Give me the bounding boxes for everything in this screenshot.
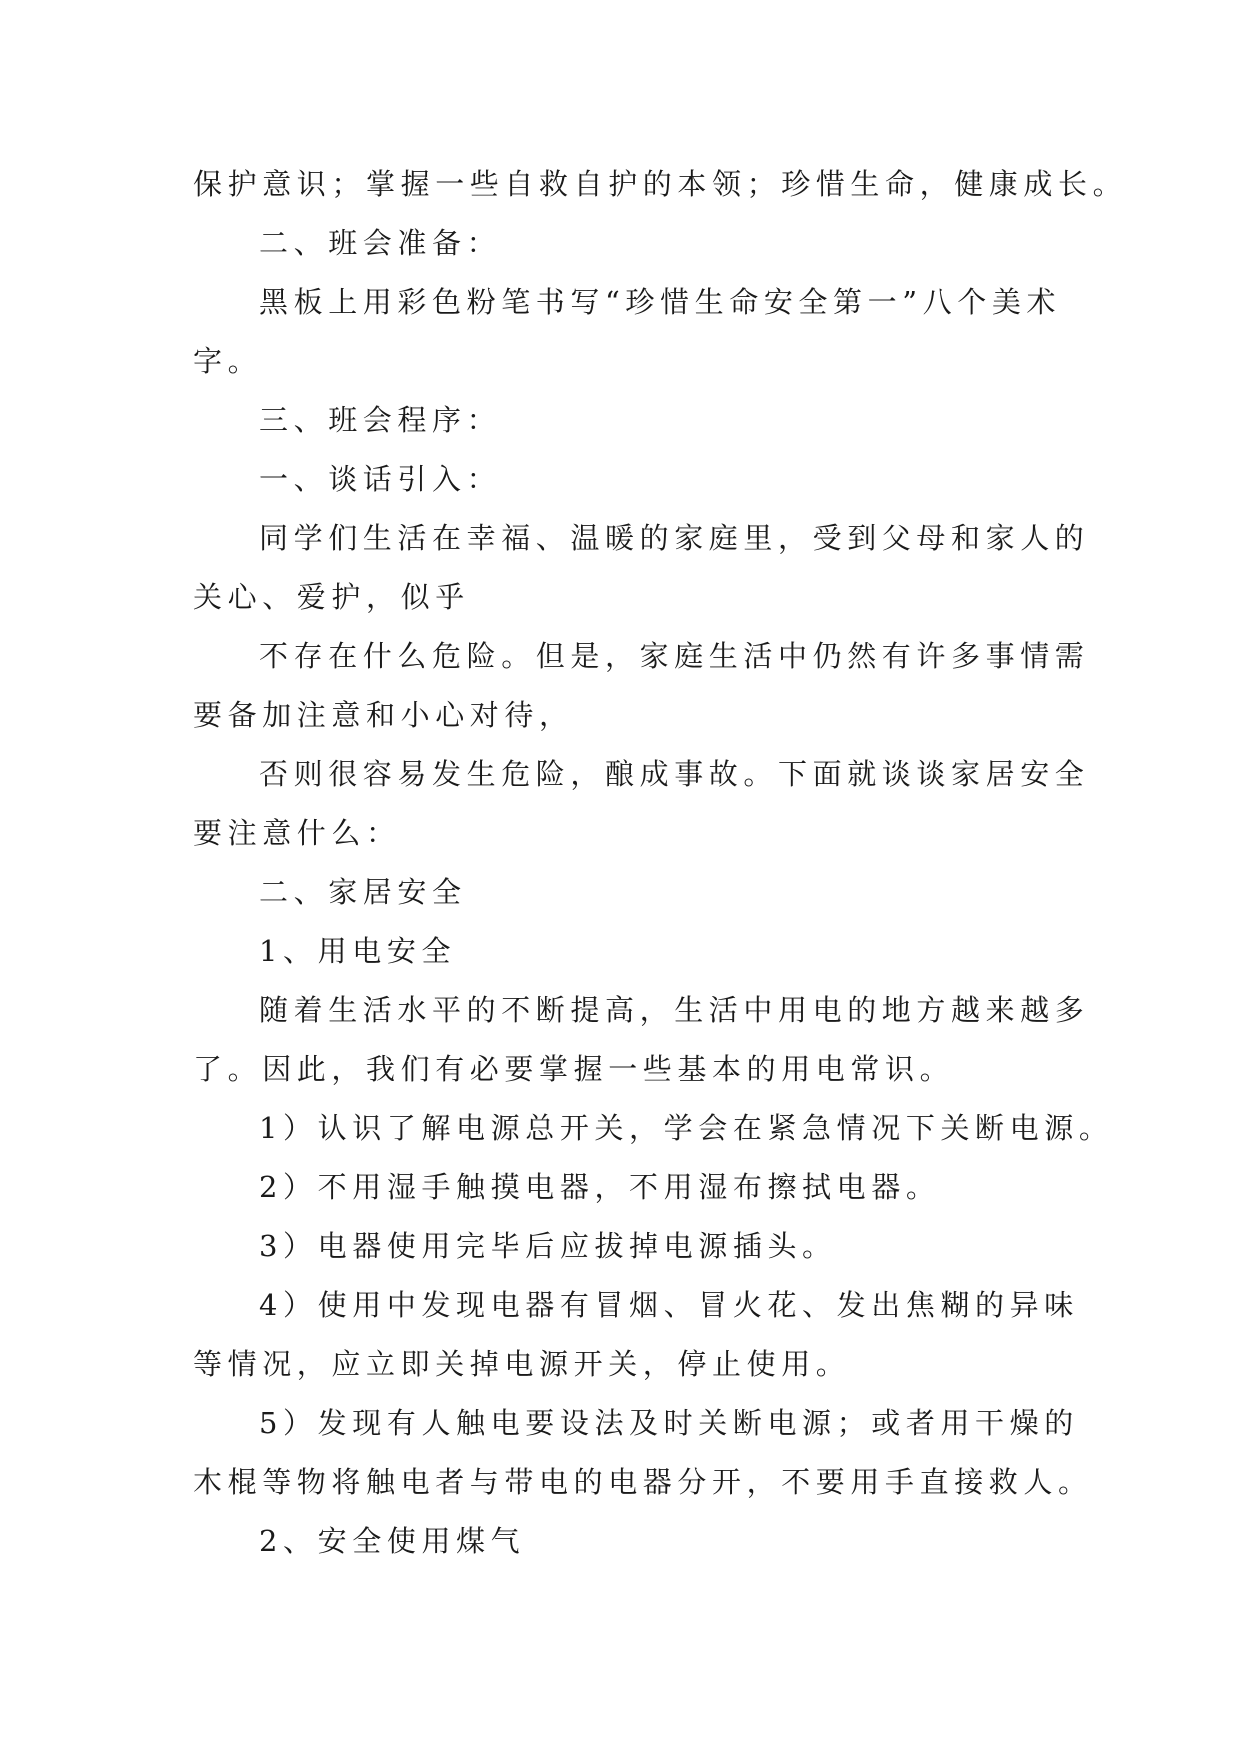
text-line: 同学们生活在幸福、温暖的家庭里，受到父母和家人的	[259, 521, 1090, 555]
text-line: 要注意什么：	[193, 816, 401, 850]
text-line: 黑板上用彩色粉笔书写“珍惜生命安全第一”八个美术	[259, 285, 1062, 319]
list-item: 2）不用湿手触摸电器，不用湿布擦拭电器。	[259, 1170, 941, 1204]
section-heading: 一、谈话引入：	[259, 462, 502, 496]
text-line: 字。	[193, 344, 263, 378]
list-item: 3）电器使用完毕后应拔掉电源插头。	[259, 1229, 837, 1263]
text-line: 木棍等物将触电者与带电的电器分开，不要用手直接救人。	[193, 1465, 1093, 1499]
text-line: 保护意识；掌握一些自救自护的本领；珍惜生命，健康成长。	[193, 167, 1128, 201]
section-heading: 三、班会程序：	[259, 403, 502, 437]
text-line: 否则很容易发生危险，酿成事故。下面就谈谈家居安全	[259, 757, 1090, 791]
text-line: 不存在什么危险。但是，家庭生活中仍然有许多事情需	[259, 639, 1090, 673]
text-line: 随着生活水平的不断提高，生活中用电的地方越来越多	[259, 993, 1090, 1027]
list-item: 4）使用中发现电器有冒烟、冒火花、发出焦糊的异味	[259, 1288, 1079, 1322]
subsection-heading: 2、安全使用煤气	[259, 1524, 526, 1558]
text-line: 了。因此，我们有必要掌握一些基本的用电常识。	[193, 1052, 955, 1086]
subsection-heading: 1、用电安全	[259, 934, 457, 968]
section-heading: 二、家居安全	[259, 875, 467, 909]
text-line: 关心、爱护，似乎	[193, 580, 470, 614]
text-line: 要备加注意和小心对待，	[193, 698, 574, 732]
list-item: 1）认识了解电源总开关，学会在紧急情况下关断电源。	[259, 1111, 1114, 1145]
list-item: 5）发现有人触电要设法及时关断电源；或者用干燥的	[259, 1406, 1079, 1440]
text-line: 等情况，应立即关掉电源开关，停止使用。	[193, 1347, 851, 1381]
section-heading: 二、班会准备：	[259, 226, 502, 260]
